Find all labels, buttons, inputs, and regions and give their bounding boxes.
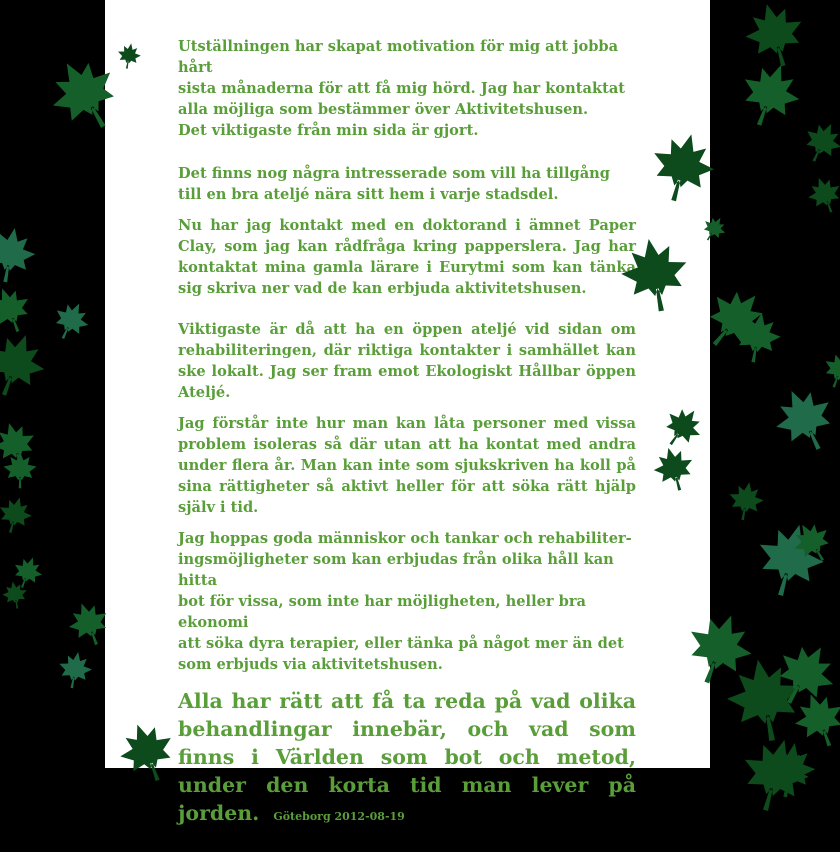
paragraph-1-line-2: sista månaderna för att få mig hörd. Jag har kontaktat: [178, 80, 626, 97]
paragraph-6: [178, 528, 636, 675]
maple-leaf-icon: [726, 306, 790, 370]
signature-date: Göteborg 2012-08-19: [273, 810, 405, 823]
maple-leaf-icon: [793, 113, 840, 173]
paragraph-5: Jag förstår inte hur man kan låta personer med vissa problem isoleras så där utan att ha kontat med andra under flera år. Man kan inte som sjukskriven ha koll på sina rättigheter så aktivt heller för att söka rätt hjälp själv i tid.: [178, 415, 636, 516]
article: [178, 36, 636, 852]
paragraph-4: Viktigaste är då att ha en öppen ateljé vid sidan om rehabiliteringen, där riktiga kontakter i samhället kan ske lokalt. Jag ser fram emot Ekologiskt Hållbar öppen Ateljé.: [178, 321, 636, 401]
maple-leaf-icon: [0, 578, 32, 613]
paragraph-6-line-5: som erbjuds via aktivitetshusen.: [178, 656, 443, 673]
maple-leaf-icon: [113, 40, 145, 72]
paragraph-2: Det finns nog några intresserade som vill ha tillgång till en bra ateljé nära sitt hem i varje stadsdel.: [178, 165, 610, 203]
paragraph-6-line-1: Jag hoppas goda människor och tankar och rehabiliter-: [178, 530, 632, 547]
paragraph-6-line-3: bot för vissa, som inte har möjligheten, heller bra ekonomi: [178, 593, 587, 631]
closing-text: Alla har rätt att få ta reda på vad olika behandlingar innebär, och vad som finns i Världen som bot och metod, under den korta tid man lever på jorden.: [178, 689, 636, 825]
paragraph-1-line-4: Det viktigaste från min sida är gjort.: [178, 122, 479, 139]
paragraph-3: Nu har jag kontakt med en doktorand i ämnet Paper Clay, som jag kan rådfråga kring papperslera. Jag har kontaktat mina gamla lärare i Eurytmi som kan tänka sig skriva ner vad de kan erbjuda aktivitetshusen.: [178, 217, 636, 297]
maple-leaf-icon: [609, 229, 702, 322]
maple-leaf-icon: [52, 647, 98, 693]
maple-leaf-icon: [0, 450, 40, 490]
maple-leaf-icon: [0, 491, 39, 540]
paragraph-1-line-1: Utställningen har skapat motivation för mig att jobba hårt: [178, 38, 619, 76]
paragraph-1-line-3: alla möjliga som bestämmer över Aktivitetshusen.: [178, 101, 589, 118]
maple-leaf-icon: [799, 169, 840, 220]
paragraph-6-line-2: ingsmöjligheter som kan erbjudas från olika håll kan hitta: [178, 551, 614, 589]
maple-leaf-icon: [758, 373, 840, 466]
paragraph-6-line-4: att söka dyra terapier, eller tänka på något mer än det: [178, 635, 624, 652]
paragraph-1: [178, 36, 636, 141]
closing-statement: [178, 687, 636, 831]
